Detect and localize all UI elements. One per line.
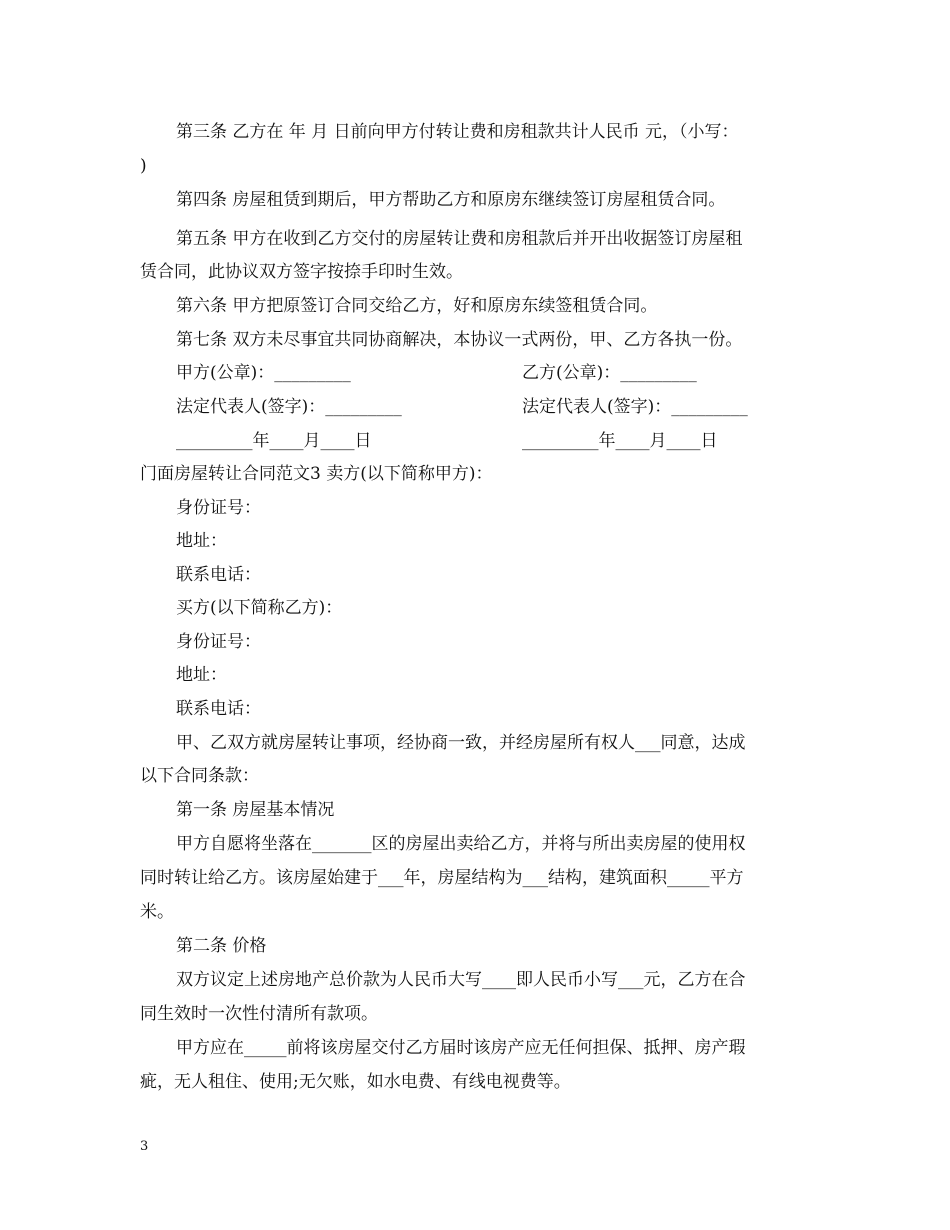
clause-1-line-1: 甲方自愿将坐落在_______区的房屋出卖给乙方，并将与所出卖房屋的使用权 xyxy=(176,834,746,854)
article-3-line-1: 第三条 乙方在 年 月 日前向甲方付转让费和房租款共计人民币 元，（小写： xyxy=(176,122,739,142)
article-5-line-2: 赁合同，此协议双方签字按捺手印时生效。 xyxy=(140,262,463,282)
party-b-representative: 法定代表人(签字)：_________ xyxy=(522,397,748,417)
article-5-line-1: 第五条 甲方在收到乙方交付的房屋转让费和房租款后并开出收据签订房屋租 xyxy=(176,229,743,249)
delivery-line-1: 甲方应在_____前将该房屋交付乙方届时该房产应无任何担保、抵押、房产瑕 xyxy=(176,1038,746,1058)
clause-1-line-3: 米。 xyxy=(140,902,174,922)
clause-1-line-2: 同时转让给乙方。该房屋始建于___年，房屋结构为___结构，建筑面积_____平方 xyxy=(140,868,744,888)
seller-phone: 联系电话： xyxy=(176,565,261,585)
article-4: 第四条 房屋租赁到期后，甲方帮助乙方和原房东继续签订房屋租赁合同。 xyxy=(176,190,726,210)
delivery-line-2: 疵，无人租住、使用;无欠账，如水电费、有线电视费等。 xyxy=(140,1072,571,1092)
agreement-intro-line-2: 以下合同条款： xyxy=(140,766,259,786)
article-7: 第七条 双方未尽事宜共同协商解决，本协议一式两份，甲、乙方各执一份。 xyxy=(176,330,743,350)
buyer-phone: 联系电话： xyxy=(176,699,261,719)
party-b-date: _________年____月____日 xyxy=(522,431,718,451)
clause-1-heading: 第一条 房屋基本情况 xyxy=(176,800,335,820)
page-number: 3 xyxy=(140,1139,149,1154)
party-a-seal: 甲方(公章)：_________ xyxy=(176,363,351,383)
party-b-seal: 乙方(公章)：_________ xyxy=(522,363,697,383)
clause-2-line-1: 双方议定上述房地产总价款为人民币大写____即人民币小写___元，乙方在合 xyxy=(176,970,746,990)
article-6: 第六条 甲方把原签订合同交给乙方，好和原房东续签租赁合同。 xyxy=(176,296,658,316)
contract-title-seller: 门面房屋转让合同范文3 卖方(以下简称甲方)： xyxy=(140,464,493,484)
buyer-heading: 买方(以下简称乙方)： xyxy=(176,598,343,618)
clause-2-heading: 第二条 价格 xyxy=(176,936,267,956)
seller-address: 地址： xyxy=(176,531,227,551)
buyer-id-number: 身份证号： xyxy=(176,632,261,652)
article-3-line-2: ) xyxy=(140,156,147,176)
clause-2-line-2: 同生效时一次性付清所有款项。 xyxy=(140,1004,378,1024)
party-a-date: _________年____月____日 xyxy=(176,431,372,451)
buyer-address: 地址： xyxy=(176,665,227,685)
party-a-representative: 法定代表人(签字)：_________ xyxy=(176,397,402,417)
seller-id-number: 身份证号： xyxy=(176,498,261,518)
agreement-intro-line-1: 甲、乙双方就房屋转让事项，经协商一致，并经房屋所有权人___同意，达成 xyxy=(176,733,746,753)
